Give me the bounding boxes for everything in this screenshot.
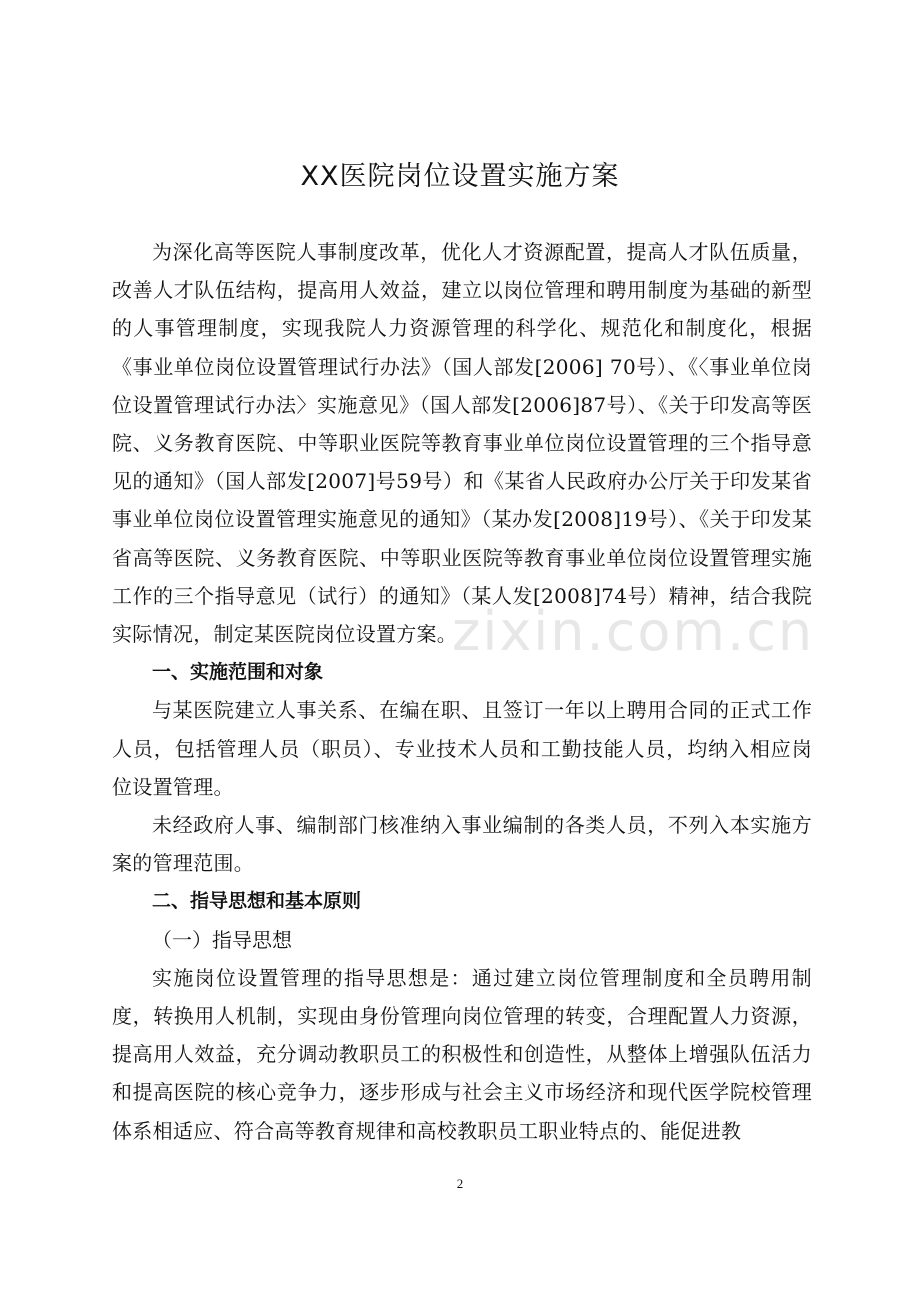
intro-paragraph: 为深化高等医院人事制度改革，优化人才资源配置，提高人才队伍质量，改善人才队伍结构，提高用人效益，建立以岗位管理和聘用制度为基础的新型的人事管理制度，实现我院人力资源管理的科学化、规范化和制度化，根据《事业单位岗位设置管理试行办法》（国人部发[2006] 70号）、《〈事业单位岗位设置管理试行办法〉实施意见》（国人部发[2006]87号）、《关于印发高等医院、义务教育医院、中等职业医院等教育事业单位岗位设置管理的三个指导意见的通知》（国人部发[2007]号59号）和《某省人民政府办公厅关于印发某省事业单位岗位设置管理实施意见的通知》（某办发[2008]19号）、《关于印发某省高等医院、义务教育医院、中等职业医院等教育事业单位岗位设置管理实施工作的三个指导意见（试行）的通知》（某人发[2008]74号）精神，结合我院实际情况，制定某医院岗位设置方案。 — [112, 240, 812, 647]
subsection-heading-guiding-ideology: （一）指导思想 — [152, 927, 292, 952]
section-heading-principles: 二、指导思想和基本原则 — [152, 890, 362, 913]
page-number: 2 — [456, 1176, 464, 1191]
guiding-ideology-paragraph: 实施岗位设置管理的指导思想是：通过建立岗位管理制度和全员聘用制度，转换用人机制，实现由身份管理向岗位管理的转变，合理配置人力资源，提高用人效益，充分调动教职员工的积极性和创造性，从整体上增强队伍活力和提高医院的核心竞争力，逐步形成与社会主义市场经济和现代医学院校管理体系相适应、符合高等教育规律和高校教职员工职业特点的、能促进教 — [112, 965, 812, 1143]
scope-paragraph-2: 未经政府人事、编制部门核准纳入事业编制的各类人员，不列入本实施方案的管理范围。 — [112, 813, 812, 876]
scope-paragraph-1: 与某医院建立人事关系、在编在职、且签订一年以上聘用合同的正式工作人员，包括管理人员（职员）、专业技术人员和工勤技能人员，均纳入相应岗位设置管理。 — [112, 698, 812, 799]
section-heading-scope: 一、实施范围和对象 — [152, 661, 324, 684]
document-body — [112, 233, 815, 1150]
document-title: XX医院岗位设置实施方案 — [300, 161, 620, 192]
site-watermark: zixin.com.cn — [452, 600, 815, 663]
